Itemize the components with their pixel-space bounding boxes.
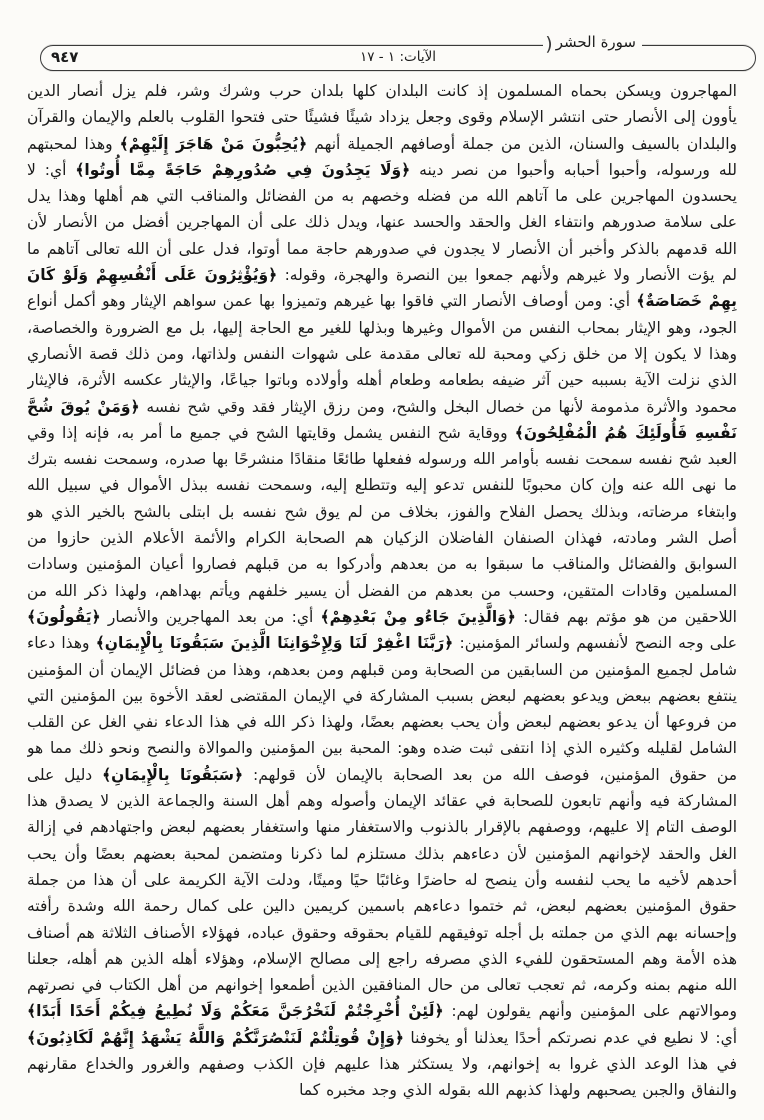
tafsir-text-run: المهاجرون ويسكن بحماه المسلمون إذ كانت البلدان كلها بلدان حرب وشرك وشر، فلم يزل أنصار الدين يأوون إلى الأنصار حتى انتشر الإسلام وقوى وجعل يزداد شيئًا فشيئًا حتى فتحوا القلوب بالعلم والإيمان والقرآن والبلدان بالسيف والسنان، الذين من جملة أوصافهم الجميلة أنهم [27, 82, 737, 153]
quran-quote: ﴿سَبَقُونَا بِالْإِيمَانِ﴾ [102, 765, 244, 784]
quran-quote: ﴿يَقُولُونَ﴾ [27, 607, 101, 626]
surah-title [543, 31, 642, 55]
tafsir-text-run: دليل على المشاركة فيه وأنهم تابعون للصحابة في عقائد الإيمان وأصوله وهم أهل السنة والجماعة الذين لا يصدق هذا الوصف التام إلا عليهم، ووصفهم بالإقرار بالذنوب والاستغفار منها واستغفار بعضهم لبعض واجتهادهم في إزالة الغل والحقد لإخوانهم المؤمنين لأن دعاءهم بذلك مستلزم لما ذكرنا ومتضمن لمحبة بعضهم بعضًا وأن يحب أحدهم لأخيه ما يحب لنفسه وأن ينصح له حاضرًا وغائبًا حيًا وميتًا، ودلت الآية الكريمة على أن هذا من جملة حقوق المؤمنين بعضهم لبعض، ثم ختموا دعاءهم باسمين كريمين دالين على كمال رحمة الله وشدة رأفته وإحسانه بهم الذي من جملته بل أجله توفيقهم للقيام بحقوقه وحقوق عباده، فهؤلاء الأصناف الثلاثة هم أصناف هذه الأمة وهم المستحقون للفيء الذي مصرفه راجع إلى مصالح الإسلام، وهؤلاء أهله الذين هم أهله، جعلنا الله منهم بمنه وكرمه، ثم تعجب تعالى من حال المنافقين الذين أطمعوا إخوانهم من أهل الكتاب في نصرتهم وموالاتهم على المؤمنين وأنهم يقولون لهم: [27, 765, 737, 1021]
tafsir-text-run: أي: من بعد المهاجرين والأنصار [100, 607, 321, 626]
quran-quote: ﴿وَلَا يَجِدُونَ فِي صُدُورِهِمْ حَاجَةً مِمَّا أُوتُوا﴾ [75, 160, 411, 179]
quran-quote: ﴿وَالَّذِينَ جَاءُو مِنْ بَعْدِهِمْ﴾ [320, 607, 516, 626]
verses-range: الآيات: ١ - ١٧ [359, 49, 437, 65]
tafsir-text-run: أي: لا نطيع في عدم نصرتكم أحدًا يعذلنا أو يخوفنا [403, 1028, 737, 1047]
page-number: ٩٤٧ [51, 48, 79, 66]
quran-quote: ﴿لَئِنْ أُخْرِجْتُمْ لَنَخْرُجَنَّ مَعَكُمْ وَلَا نُطِيعُ فِيكُمْ أَحَدًا أَبَدًا﴾ [27, 1002, 444, 1021]
tafsir-body [27, 78, 737, 1114]
tafsir-text-run: ووقاية شح النفس يشمل وقايتها الشح في جميع ما أمر به، فإنه إذا وقي العبد شح نفسه سمحت نفسه بأوامر الله ورسوله ففعلها طائعًا منقادًا منشرحًا بها صدره، وسمحت نفسه بترك ما نهى الله عنه وإن كان محبوبًا للنفس تدعو إليه وتتطلع إليه، وسمحت نفسه ببذل الأموال في سبيل الله وابتغاء مرضاته، وبذلك يحصل الفلاح والفوز، بخلاف من لم يوق شح نفسه بل ابتلى بالشح بالخير الذي هو أصل الشر ومادته، فهذان الصنفان الفاضلان الزكيان هم الصحابة الكرام والأئمة الأعلام الذين حازوا من السوابق والفضائل والمناقب ما سبقوا به من بعدهم وأدركوا به من قبلهم فصاروا أعيان المؤمنين وسادات المسلمين وقادات المتقين، وحسب من بعدهم من الفضل أن يسير خلفهم ويأتم بهداهم، ولهذا ذكر الله من اللاحقين من هو مؤتم بهم فقال: [27, 423, 737, 626]
surah-title-label: سورة الحشر [555, 33, 636, 51]
quran-quote: ﴿وَمَنْ يُوقَ شُحَّ نَفْسِهِ فَأُولَئِكَ هُمُ الْمُفْلِحُونَ﴾ [27, 397, 737, 442]
quran-quote: ﴿يُحِبُّونَ مَنْ هَاجَرَ إِلَيْهِمْ﴾ [119, 134, 308, 153]
tafsir-text-run: وهذا دعاء شامل لجميع المؤمنين من السابقين من الصحابة ومن قبلهم ومن بعدهم، وهذا من فضائل الإيمان أن المؤمنين ينتفع بعضهم ببعض ويدعو بعضهم لبعض بسبب المشاركة في الإيمان المقتضى لعقد الأخوة بين المؤمنين التي من فروعها أن يدعو بعضهم لبعض وأن يحب بعضهم بعضًا، ولهذا ذكر الله في هذا الدعاء نفي الغل عن القلب الشامل لقليله وكثيره الذي إذا انتفى ثبت ضده وهو: المحبة بين المؤمنين والموالاة والنصح ونحو ذلك مما هو من حقوق المؤمنين، فوصف الله من بعد الصحابة بالإيمان لأن قولهم: [27, 634, 737, 784]
tafsir-text-run: أي: لا يحسدون المهاجرين على ما آتاهم الله من فضله وخصهم به من الفضائل والمناقب التي هم أهلها وهذا يدل على سلامة صدورهم وانتفاء الغل والحقد والحسد عنها، ويدل ذلك على أن المهاجرين أفضل من الأنصار لأن الله قدمهم بالذكر وأخبر أن الأنصار لا يجدون في صدورهم حاجة مما أوتوا، فدل على أن الله تعالى آتاهم ما لم يؤت الأنصار ولا غيرهم ولأنهم جمعوا بين النصرة والهجرة، وقوله: [27, 160, 737, 285]
tafsir-text-run: وهذا لمحبتهم لله ورسوله، وأحبوا أحبابه وأحبوا من نصر دينه [27, 134, 737, 179]
quran-quote: ﴿وَيُؤْثِرُونَ عَلَى أَنْفُسِهِمْ وَلَوْ كَانَ بِهِمْ خَصَاصَةٌ﴾ [27, 266, 737, 311]
header-band [40, 45, 756, 71]
tafsir-text-run: أي: ومن أوصاف الأنصار التي فاقوا بها غيرهم وتميزوا بها عمن سواهم الإيثار وهو أكمل أنواع الجود، وهو الإيثار بمحاب النفس من الأموال وغيرها وبذلها للغير مع الحاجة إليها، بل مع الضرورة والخصاصة، وهذا لا يكون إلا من خلق زكي ومحبة لله تعالى مقدمة على شهوات النفس ولذاتها، ومن ذلك قصة الأنصاري الذي نزلت الآية بسببه حين آثر ضيفه بطعامه وطعام أهله وأولاده وباتوا جياعًا، والإيثار عكسه الأثرة، فالإيثار محمود والأثرة مذمومة لأنها من خصال البخل والشح، ومن رزق الإيثار فقد وقي شح نفسه [27, 292, 737, 416]
quran-quote: ﴿رَبَّنَا اغْفِرْ لَنَا وَلِإِخْوَانِنَا الَّذِينَ سَبَقُونَا بِالْإِيمَانِ﴾ [95, 634, 454, 653]
surah-bracket-icon: ( [545, 33, 553, 55]
quran-quote: ﴿وَإِنْ قُوتِلْتُمْ لَنَنْصُرَنَّكُمْ وَاللَّهُ يَشْهَدُ إِنَّهُمْ لَكَاذِبُونَ﴾ [27, 1028, 404, 1047]
tafsir-text-run: في هذا الوعد الذي غروا به إخوانهم، ولا يستكثر هذا عليهم فإن الكذب وصفهم والغرور والخداع مقارنهم والنفاق والجبن يصحبهم ولهذا كذبهم الله بقوله الذي وجد مخبره كما [27, 1054, 737, 1100]
tafsir-text-run: على وجه النصح لأنفسهم ولسائر المؤمنين: [453, 634, 737, 653]
